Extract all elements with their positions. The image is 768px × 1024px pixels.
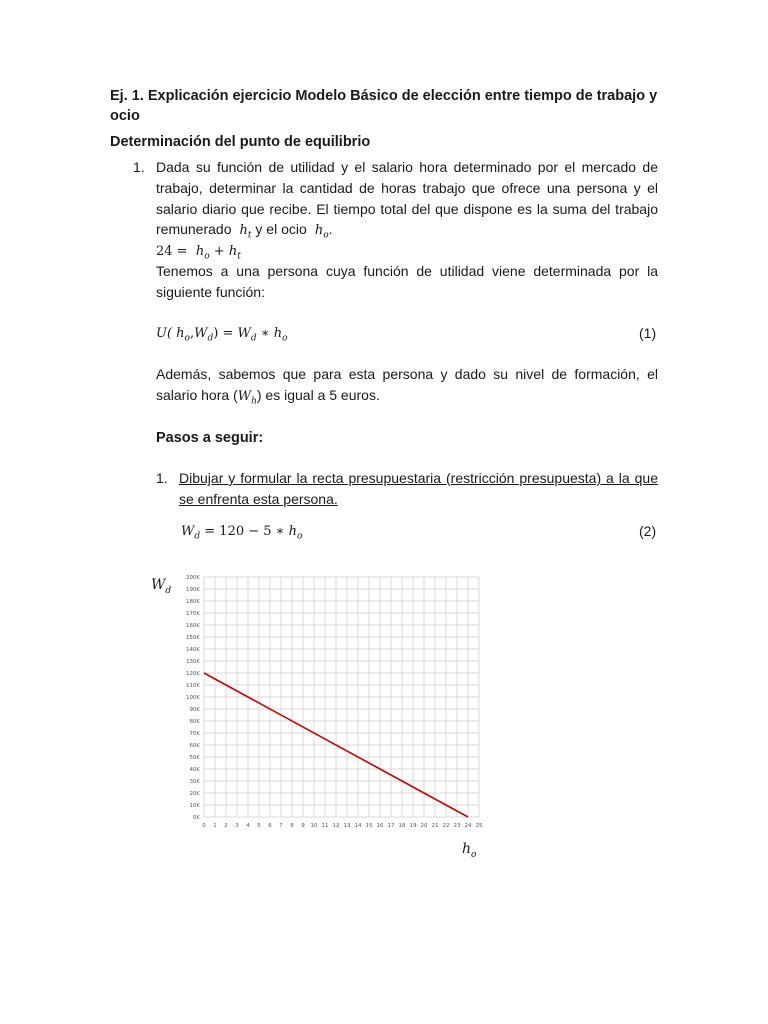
y-tick-label: 0€	[193, 815, 200, 821]
salary-paragraph: Además, sabemos que para esta persona y dado su nivel de formación, el salario hora $(W_h)$ es igual a 5 euros.	[156, 366, 658, 407]
x-tick-label: 21	[431, 823, 439, 829]
x-tick-label: 2	[224, 823, 228, 829]
x-tick-label: 14	[354, 823, 362, 829]
x-tick-label: 17	[387, 823, 395, 829]
x-tick-label: 3	[235, 823, 239, 829]
exercise-title: Ej. 1. Explicación ejercicio Modelo Básico de elección entre tiempo de trabajo y ocio	[110, 88, 658, 124]
x-tick-label: 23	[453, 823, 461, 829]
y-tick-label: 20€	[189, 791, 200, 797]
y-tick-label: 110€	[186, 683, 200, 689]
x-tick-label: 8	[290, 823, 294, 829]
y-tick-label: 150€	[186, 635, 200, 641]
x-tick-label: 7	[279, 823, 283, 829]
y-tick-label: 130€	[186, 659, 200, 665]
y-tick-label: 140€	[186, 647, 200, 653]
section-subtitle: Determinación del punto de equilibrio	[110, 134, 371, 150]
x-tick-label: 9	[301, 823, 305, 829]
y-tick-label: 180€	[186, 599, 200, 605]
equation-2: $W_d = 120 - 5$ ∗ $h_o$	[181, 524, 303, 542]
x-tick-label: 16	[376, 823, 384, 829]
x-tick-label: 12	[332, 823, 340, 829]
x-tick-label: 25	[475, 823, 483, 829]
y-tick-label: 40€	[189, 767, 200, 773]
step1-text: Dibujar y formular la recta presupuestaria (restricción presupuesta) a la que se enfrenta esta persona.	[179, 470, 658, 507]
item1-text-a: Dada su función de utilidad y el salario hora determinado por el mercado de trabajo, determinar la cantidad de horas trabajo que ofrece una persona y el salario diario que recibe. El tiempo total del que dispone es la suma del trabajo remunerado	[156, 159, 658, 238]
y-axis-label: $W_d$	[151, 577, 172, 596]
x-tick-label: 1	[213, 823, 217, 829]
x-tick-label: 22	[442, 823, 450, 829]
y-tick-label: 120€	[186, 671, 200, 677]
y-tick-label: 70€	[189, 731, 200, 737]
y-tick-label: 10€	[189, 803, 200, 809]
steps-heading: Pasos a seguir:	[156, 430, 264, 446]
x-tick-label: 15	[365, 823, 373, 829]
symbol-ho: $h_o$	[314, 223, 329, 241]
x-tick-label: 18	[398, 823, 406, 829]
time-identity: $24 = h_o + h_t$	[156, 244, 241, 262]
equation-2-number: (2)	[639, 523, 657, 539]
budget-line-chart	[180, 570, 490, 835]
x-tick-label: 0	[202, 823, 206, 829]
x-tick-label: 20	[420, 823, 428, 829]
x-tick-label: 10	[310, 823, 318, 829]
x-axis-label: $h_o$	[462, 841, 477, 860]
x-tick-label: 19	[409, 823, 417, 829]
y-tick-label: 30€	[189, 779, 200, 785]
x-tick-label: 5	[257, 823, 261, 829]
y-tick-label: 160€	[186, 623, 200, 629]
y-tick-label: 50€	[189, 755, 200, 761]
y-tick-label: 80€	[189, 719, 200, 725]
x-tick-label: 4	[246, 823, 250, 829]
y-tick-label: 60€	[189, 743, 200, 749]
x-tick-label: 11	[321, 823, 329, 829]
equation-1-number: (1)	[639, 325, 657, 341]
y-tick-label: 170€	[186, 611, 200, 617]
item1-text-c: Tenemos a una persona cuya función de utilidad viene determinada por la siguiente función:	[156, 263, 658, 300]
step-number-1: 1.	[156, 470, 168, 486]
symbol-ht: $h_t$	[239, 223, 252, 241]
y-tick-label: 190€	[186, 587, 200, 593]
item1-text-b: y el ocio	[255, 221, 307, 238]
item1-paragraph: Dada su función de utilidad y el salario hora determinado por el mercado de trabajo, determinar la cantidad de horas trabajo que ofrece una persona y el salario diario que recibe. El tiempo total del que dispone es la suma del trabajo remunerado $h_t$ y el ocio $h_o$.	[156, 159, 658, 241]
y-tick-label: 100€	[186, 695, 200, 701]
list-number-1: 1.	[133, 159, 145, 175]
x-tick-label: 24	[464, 823, 472, 829]
y-tick-label: 200€	[186, 575, 200, 581]
y-tick-label: 90€	[189, 707, 200, 713]
x-tick-label: 13	[343, 823, 351, 829]
equation-1: U( $h_o,W_d) = W_d$ ∗ $h_o$	[156, 326, 288, 344]
x-tick-label: 6	[268, 823, 272, 829]
